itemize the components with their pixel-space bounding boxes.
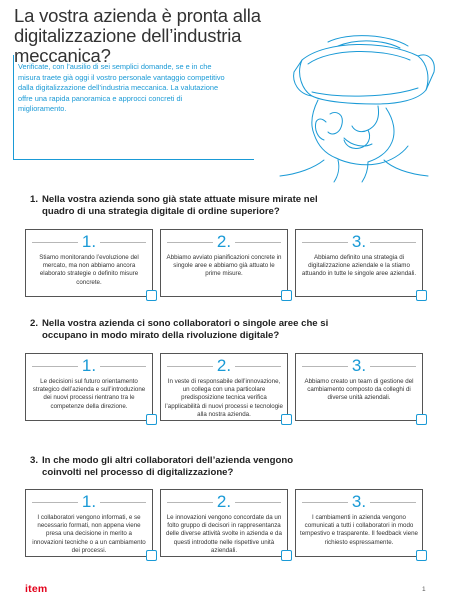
checkbox-icon[interactable] [146, 550, 157, 561]
question-3 [30, 455, 330, 479]
vr-headset-illustration [268, 34, 440, 184]
divider [370, 366, 416, 367]
option-number: 1. [81, 492, 97, 511]
option-text: Le decisioni sul futuro orientamento strategico dell’azienda e sull’introduzione dei nuovi processi rientrano tra le competenze della direzione. [32, 378, 146, 410]
question-text: Nella vostra azienda ci sono collaboratori o singole aree che si occupano in modo mirato della rivoluzione digitale? [42, 318, 329, 341]
checkbox-icon[interactable] [146, 414, 157, 425]
option-text: I cambiamenti in azienda vengono comunicati a tutti i collaboratori in modo tempestivo e trasparente. Il feedback viene richiesto espressamente. [300, 514, 418, 546]
option-number: 2. [216, 232, 232, 251]
answer-card-q1-1[interactable] [25, 229, 153, 297]
option-text: Le innovazioni vengono concordate da un folto gruppo di decisori in rappresentanza delle diverse attività svolte in azienda e da questi introdotte nelle rispettive unità aziendali. [166, 514, 282, 554]
answer-card-q1-3[interactable] [295, 229, 423, 297]
option-number: 3. [351, 492, 367, 511]
option-text: Stiamo monitorando l’evoluzione del mercato, ma non abbiamo ancora elaborato strategie o definito misure concrete. [39, 254, 139, 286]
option-text: In veste di responsabile dell’innovazione, un collega con una particolare predisposizione tecnica verifica l’applicabilità di nuovi processi e tecnologie alla nostra azienda. [165, 378, 283, 418]
option-number: 3. [351, 232, 367, 251]
divider [100, 366, 146, 367]
option-number: 2. [216, 492, 232, 511]
answer-card-q2-2[interactable] [160, 353, 288, 421]
answer-card-q1-2[interactable] [160, 229, 288, 297]
question-text: Nella vostra azienda sono già state attuate misure mirate nel quadro di una strategia digitale di ordine superiore? [42, 194, 318, 217]
answer-card-q3-1[interactable] [25, 489, 153, 557]
checkbox-icon[interactable] [416, 550, 427, 561]
option-text: I collaboratori vengono informati, e se necessario formati, non appena viene presa una decisione in merito a innovazioni tecniche o a un cambiamento dei processi. [32, 514, 146, 554]
question-number: 2. [30, 318, 39, 329]
brand-logo: item [25, 583, 48, 595]
page-title: La vostra azienda è pronta alla digitalizzazione dell’industria meccanica? [14, 5, 261, 66]
option-number: 1. [81, 356, 97, 375]
question-2 [30, 318, 330, 342]
page-number: 1 [422, 586, 426, 593]
divider [235, 366, 281, 367]
answer-card-q3-2[interactable] [160, 489, 288, 557]
divider [100, 502, 146, 503]
question-number: 1. [30, 194, 39, 205]
question-1 [30, 194, 330, 218]
checkbox-icon[interactable] [416, 414, 427, 425]
option-text: Abbiamo definito una strategia di digitalizzazione aziendale e la stiamo attuando in tutte le singole aree aziendali. [301, 254, 417, 278]
option-text: Abbiamo creato un team di gestione del cambiamento composto da colleghi di diverse unità aziendali. [304, 378, 414, 402]
divider [370, 242, 416, 243]
checkbox-icon[interactable] [281, 414, 292, 425]
divider [370, 502, 416, 503]
answer-card-q2-1[interactable] [25, 353, 153, 421]
intro-text: Verificate, con l’ausilio di sei semplici domande, se e in che misura traete già oggi il vostro personale vantaggio competitivo dalla digitalizzazione dell’industria meccanica. La valutazione offre una rapida panoramica e approcci concreti di miglioramento. [18, 62, 225, 114]
question-number: 3. [30, 455, 39, 466]
checkbox-icon[interactable] [146, 290, 157, 301]
option-number: 2. [216, 356, 232, 375]
checkbox-icon[interactable] [281, 290, 292, 301]
question-text: In che modo gli altri collaboratori dell’azienda vengono coinvolti nel processo di digitalizzazione? [42, 455, 294, 478]
checkbox-icon[interactable] [416, 290, 427, 301]
answer-card-q3-3[interactable] [295, 489, 423, 557]
option-number: 1. [81, 232, 97, 251]
option-number: 3. [351, 356, 367, 375]
answer-card-q2-3[interactable] [295, 353, 423, 421]
divider [235, 502, 281, 503]
divider [100, 242, 146, 243]
checkbox-icon[interactable] [281, 550, 292, 561]
divider [235, 242, 281, 243]
option-text: Abbiamo avviato pianificazioni concrete in singole aree e abbiamo già attuato le prime misure. [166, 254, 282, 278]
